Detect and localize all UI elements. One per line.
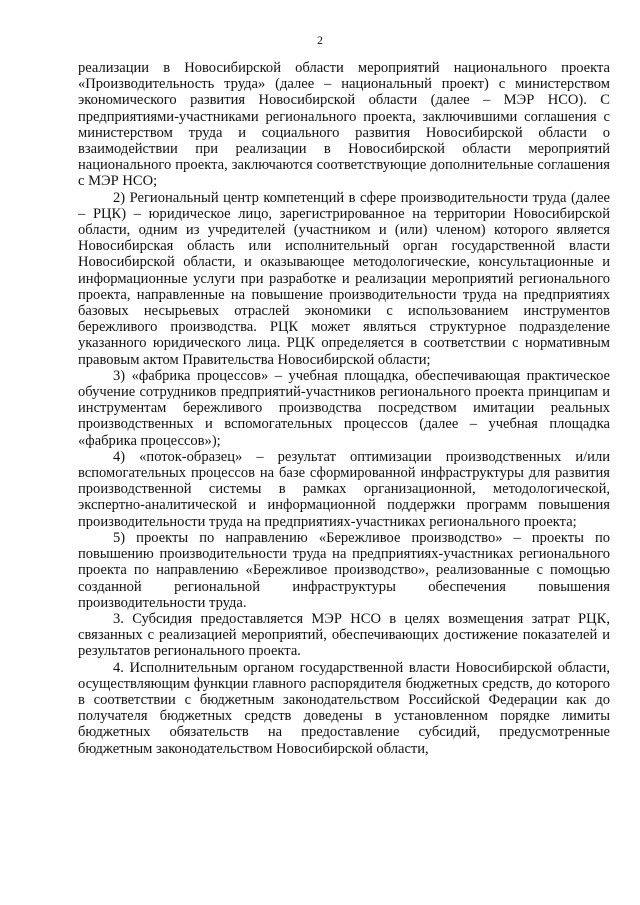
paragraph-item-5-lean-projects: 5) проекты по направлению «Бережливое производство» – проекты по повышению производительности труда на предприятиях-участниках регионального проекта по направлению «Бережливое производство», реализованные с помощью созданной региональной инфраструктуры обеспечения повышения производительности труда.	[78, 529, 610, 611]
paragraph-item-3-process-factory: 3) «фабрика процессов» – учебная площадка, обеспечивающая практическое обучение сотрудников предприятий-участников регионального проекта принципам и инструментам бережливого производства посредством имитации реальных производственных и вспомогательных процессов (далее – учебная площадка «фабрика процессов»);	[78, 367, 610, 449]
paragraph-item-2-rck: 2) Региональный центр компетенций в сфере производительности труда (далее – РЦК) – юридическое лицо, зарегистрированное на территории Новосибирской области, одним из учредителей (участником и (или) членом) которого является Новосибирская область или исполнительный орган государственной власти Новосибирской области, и оказывающее методологические, консультационные и информационные услуги при разработке и реализации мероприятий регионального проекта, направленные на повышение производительности труда на предприятиях базовых несырьевых отраслей экономики с использованием инструментов бережливого производства. РЦК может являться структурное подразделение указанного юридического лица. РЦК определяется в соответствии с нормативным правовым актом Правительства Новосибирской области;	[78, 189, 610, 368]
paragraph-continuation: реализации в Новосибирской области мероприятий национального проекта «Производительность труда» (далее – национальный проект) с министерством экономического развития Новосибирской области (далее – МЭР НСО). С предприятиями-участниками регионального проекта, заключившими соглашения с министерством труда и социального развития Новосибирской области о взаимодействии при реализации в Новосибирской области мероприятий национального проекта, заключаются соответствующие дополнительные соглашения с МЭР НСО;	[78, 60, 610, 190]
document-body	[78, 60, 610, 757]
paragraph-item-4-sample-flow: 4) «поток-образец» – результат оптимизации производственных и/или вспомогательных процессов на базе сформированной инфраструктуры для развития производственной системы в рамках организационной, методологической, экспертно-аналитической и информационной поддержки программ повышения производительности труда на предприятиях-участниках регионального проекта;	[78, 448, 610, 530]
paragraph-clause-3-subsidy: 3. Субсидия предоставляется МЭР НСО в целях возмещения затрат РЦК, связанных с реализацией мероприятий, обеспечивающих достижение показателей и результатов регионального проекта.	[78, 610, 610, 660]
page-number: 2	[317, 33, 323, 47]
paragraph-clause-4-executive-body: 4. Исполнительным органом государственной власти Новосибирской области, осуществляющим функции главного распорядителя бюджетных средств, до которого в соответствии с бюджетным законодательством Российской Федерации как до получателя бюджетных средств доведены в установленном порядке лимиты бюджетных обязательств на предоставление субсидий, предусмотренные бюджетным законодательством Новосибирской области,	[78, 659, 610, 757]
